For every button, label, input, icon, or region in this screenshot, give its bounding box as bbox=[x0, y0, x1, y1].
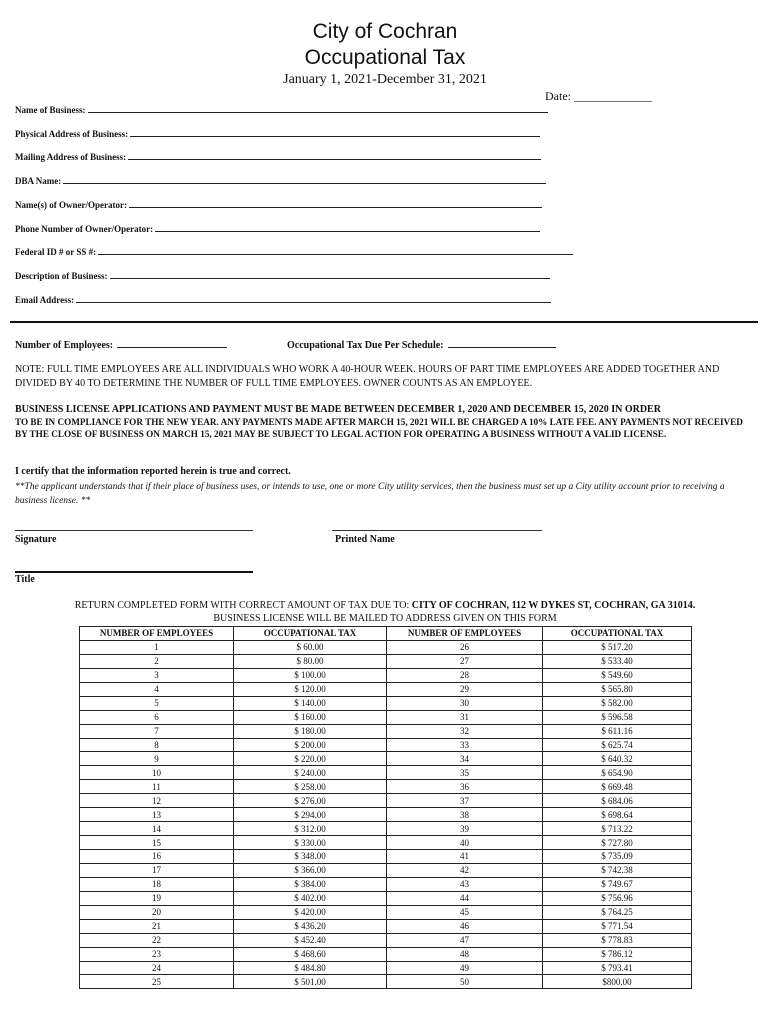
table-cell: $ 778.83 bbox=[543, 933, 692, 947]
table-cell: 19 bbox=[80, 891, 234, 905]
printed-name-label: Printed Name bbox=[335, 534, 395, 545]
table-cell: 25 bbox=[80, 975, 234, 989]
number-of-employees-field[interactable] bbox=[15, 339, 227, 351]
table-cell: $ 348.00 bbox=[234, 850, 387, 864]
table-cell: $ 756.96 bbox=[543, 891, 692, 905]
table-cell: $ 669.48 bbox=[543, 780, 692, 794]
table-cell: 45 bbox=[387, 905, 543, 919]
table-cell: 10 bbox=[80, 766, 234, 780]
table-cell: $ 596.58 bbox=[543, 710, 692, 724]
table-cell: $ 220.00 bbox=[234, 752, 387, 766]
mailing-address-field[interactable] bbox=[15, 151, 541, 162]
table-cell: 4 bbox=[80, 682, 234, 696]
table-row bbox=[80, 752, 692, 766]
tax-period: January 1, 2021-December 31, 2021 bbox=[283, 72, 487, 87]
table-cell: $ 735.09 bbox=[543, 850, 692, 864]
table-cell: 5 bbox=[80, 696, 234, 710]
table-row bbox=[80, 640, 692, 654]
table-cell: 20 bbox=[80, 905, 234, 919]
table-cell: $ 742.38 bbox=[543, 863, 692, 877]
table-cell: $ 698.64 bbox=[543, 808, 692, 822]
table-cell: $ 240.00 bbox=[234, 766, 387, 780]
mailing-notice: BUSINESS LICENSE WILL BE MAILED TO ADDRESS GIVEN ON THIS FORM bbox=[213, 613, 557, 624]
table-row bbox=[80, 780, 692, 794]
table-cell: 27 bbox=[387, 654, 543, 668]
table-row bbox=[80, 836, 692, 850]
table-cell: $ 420.00 bbox=[234, 905, 387, 919]
field-label: Name(s) of Owner/Operator: bbox=[15, 200, 127, 210]
table-cell: 47 bbox=[387, 933, 543, 947]
table-row bbox=[80, 919, 692, 933]
date-field[interactable]: Date: _____________ bbox=[545, 89, 652, 103]
column-header: OCCUPATIONAL TAX bbox=[234, 627, 387, 641]
table-cell: $ 294.00 bbox=[234, 808, 387, 822]
table-cell: $ 384.00 bbox=[234, 877, 387, 891]
license-notice-line1: BUSINESS LICENSE APPLICATIONS AND PAYMENT MUST BE MADE BETWEEN DECEMBER 1, 2020 AND DECEMBER 15, 2020 IN ORDER bbox=[15, 404, 661, 415]
table-cell: 24 bbox=[80, 961, 234, 975]
table-cell: $ 120.00 bbox=[234, 682, 387, 696]
table-cell: $ 533.40 bbox=[543, 654, 692, 668]
table-cell: $ 582.00 bbox=[543, 696, 692, 710]
city-title: City of Cochran bbox=[312, 20, 458, 43]
table-row bbox=[80, 794, 692, 808]
table-cell: 48 bbox=[387, 947, 543, 961]
table-cell: $ 312.00 bbox=[234, 822, 387, 836]
table-cell: 44 bbox=[387, 891, 543, 905]
table-row bbox=[80, 724, 692, 738]
table-cell: 7 bbox=[80, 724, 234, 738]
table-cell: 8 bbox=[80, 738, 234, 752]
field-label: Name of Business: bbox=[15, 105, 86, 115]
table-cell: 23 bbox=[80, 947, 234, 961]
table-cell: 37 bbox=[387, 794, 543, 808]
tax-due-field[interactable] bbox=[287, 339, 556, 351]
table-row bbox=[80, 863, 692, 877]
table-row bbox=[80, 891, 692, 905]
table-cell: $ 60.00 bbox=[234, 640, 387, 654]
employee-note: NOTE: FULL TIME EMPLOYEES ARE ALL INDIVIDUALS WHO WORK A 40-HOUR WEEK. HOURS OF PART TIME EMPLOYEES ARE ADDED TOGETHER AND DIVIDED BY 40 TO DETERMINE THE NUMBER OF FULL TIME EMPLOYEES. OWNER COUNTS AS AN EMPLOYEE. bbox=[15, 364, 720, 389]
email-address-field[interactable] bbox=[15, 294, 551, 305]
table-cell: $ 402.00 bbox=[234, 891, 387, 905]
table-row bbox=[80, 766, 692, 780]
table-cell: $ 200.00 bbox=[234, 738, 387, 752]
field-label: Physical Address of Business: bbox=[15, 129, 129, 139]
table-cell: $ 625.74 bbox=[543, 738, 692, 752]
table-cell: 13 bbox=[80, 808, 234, 822]
tax-table-body bbox=[80, 640, 692, 988]
table-cell: $ 786.12 bbox=[543, 947, 692, 961]
table-cell: $ 160.00 bbox=[234, 710, 387, 724]
table-cell: 11 bbox=[80, 780, 234, 794]
table-cell: $ 727.80 bbox=[543, 836, 692, 850]
table-row bbox=[80, 877, 692, 891]
table-cell: 22 bbox=[80, 933, 234, 947]
table-cell: 35 bbox=[387, 766, 543, 780]
table-cell: 18 bbox=[80, 877, 234, 891]
applicant-note: **The applicant understands that if their place of business uses, or intends to use, one or more City utility services, then the business must set up a City utility account prior to receiving a business license. ** bbox=[15, 482, 725, 506]
table-cell: $ 684.06 bbox=[543, 794, 692, 808]
table-cell: 6 bbox=[80, 710, 234, 724]
table-cell: 41 bbox=[387, 850, 543, 864]
field-label: Federal ID # or SS #: bbox=[15, 247, 97, 257]
field-label: Mailing Address of Business: bbox=[15, 152, 127, 162]
table-cell: $ 180.00 bbox=[234, 724, 387, 738]
field-line[interactable] bbox=[155, 223, 540, 232]
table-cell: 21 bbox=[80, 919, 234, 933]
table-cell: 32 bbox=[387, 724, 543, 738]
table-row bbox=[80, 933, 692, 947]
tax-schedule-table bbox=[79, 626, 692, 989]
table-cell: $ 330.00 bbox=[234, 836, 387, 850]
table-cell: 43 bbox=[387, 877, 543, 891]
form-title: Occupational Tax bbox=[304, 46, 466, 69]
table-row bbox=[80, 850, 692, 864]
table-cell: $ 749.67 bbox=[543, 877, 692, 891]
table-cell: $ 366.00 bbox=[234, 863, 387, 877]
table-cell: 50 bbox=[387, 975, 543, 989]
certify-statement: I certify that the information reported herein is true and correct. bbox=[15, 466, 291, 477]
table-cell: 33 bbox=[387, 738, 543, 752]
name-of-business-field[interactable] bbox=[15, 104, 548, 115]
table-cell: $ 771.54 bbox=[543, 919, 692, 933]
table-cell: 31 bbox=[387, 710, 543, 724]
field-line[interactable] bbox=[128, 151, 541, 160]
column-header: OCCUPATIONAL TAX bbox=[543, 627, 692, 641]
table-cell: 42 bbox=[387, 863, 543, 877]
table-row bbox=[80, 947, 692, 961]
table-cell: 29 bbox=[387, 682, 543, 696]
table-cell: $ 100.00 bbox=[234, 668, 387, 682]
table-cell: 38 bbox=[387, 808, 543, 822]
license-notice-rest: TO BE IN COMPLIANCE FOR THE NEW YEAR. ANY PAYMENTS MADE AFTER MARCH 15, 2021 WILL BE CHARGED A 10% LATE FEE. ANY PAYMENTS NOT RECEIVED BY THE CLOSE OF BUSINESS ON MARCH 15, 2021 MAY BE SUBJECT TO LEGAL ACTION FOR OPERATING A BUSINESS WITHOUT A VALID LICENSE. bbox=[15, 417, 743, 439]
dba-name-field[interactable] bbox=[15, 175, 546, 186]
table-cell: $ 640.32 bbox=[543, 752, 692, 766]
table-cell: $ 276.00 bbox=[234, 794, 387, 808]
table-cell: $ 501.00 bbox=[234, 975, 387, 989]
field-line[interactable] bbox=[130, 128, 540, 137]
table-cell: 17 bbox=[80, 863, 234, 877]
signature-label: Signature bbox=[15, 534, 57, 545]
return-instructions bbox=[0, 599, 770, 625]
return-address: CITY OF COCHRAN, 112 W DYKES ST, COCHRAN, GA 31014. bbox=[411, 600, 696, 611]
table-cell: $ 565.80 bbox=[543, 682, 692, 696]
field-line[interactable] bbox=[76, 294, 551, 303]
table-cell: 12 bbox=[80, 794, 234, 808]
table-cell: 30 bbox=[387, 696, 543, 710]
table-row bbox=[80, 710, 692, 724]
field-line[interactable] bbox=[98, 246, 573, 255]
table-cell: $ 549.60 bbox=[543, 668, 692, 682]
return-prefix: RETURN COMPLETED FORM WITH CORRECT AMOUNT OF TAX DUE TO: bbox=[74, 600, 412, 611]
field-label: Phone Number of Owner/Operator: bbox=[15, 224, 154, 234]
table-cell: 2 bbox=[80, 654, 234, 668]
table-row bbox=[80, 654, 692, 668]
field-line[interactable] bbox=[88, 104, 548, 113]
table-cell: $ 80.00 bbox=[234, 654, 387, 668]
table-row bbox=[80, 682, 692, 696]
table-cell: 28 bbox=[387, 668, 543, 682]
table-cell: $ 484.80 bbox=[234, 961, 387, 975]
field-label: Description of Business: bbox=[15, 271, 108, 281]
table-cell: $ 654.90 bbox=[543, 766, 692, 780]
table-cell: 39 bbox=[387, 822, 543, 836]
physical-address-field[interactable] bbox=[15, 128, 540, 139]
table-cell: 49 bbox=[387, 961, 543, 975]
tax-due-line[interactable] bbox=[448, 339, 556, 348]
table-cell: 26 bbox=[387, 640, 543, 654]
table-cell: 36 bbox=[387, 780, 543, 794]
table-cell: 46 bbox=[387, 919, 543, 933]
business-description-field[interactable] bbox=[15, 270, 550, 281]
table-cell: 15 bbox=[80, 836, 234, 850]
table-row bbox=[80, 696, 692, 710]
section-divider bbox=[10, 321, 758, 323]
table-row bbox=[80, 975, 692, 989]
table-row bbox=[80, 822, 692, 836]
table-cell: 3 bbox=[80, 668, 234, 682]
table-cell: $ 517.20 bbox=[543, 640, 692, 654]
table-cell: 14 bbox=[80, 822, 234, 836]
printed-name-line[interactable] bbox=[332, 530, 542, 531]
table-cell: 40 bbox=[387, 836, 543, 850]
owner-phone-field[interactable] bbox=[15, 223, 540, 234]
table-cell: 9 bbox=[80, 752, 234, 766]
table-cell: $ 436.20 bbox=[234, 919, 387, 933]
column-header: NUMBER OF EMPLOYEES bbox=[80, 627, 234, 641]
table-row bbox=[80, 905, 692, 919]
business-license-notice bbox=[15, 404, 757, 440]
signature-line[interactable] bbox=[15, 530, 253, 531]
title-label: Title bbox=[15, 574, 35, 585]
federal-id-field[interactable] bbox=[15, 246, 573, 257]
table-row bbox=[80, 808, 692, 822]
table-cell: 34 bbox=[387, 752, 543, 766]
table-cell: $ 140.00 bbox=[234, 696, 387, 710]
table-row bbox=[80, 668, 692, 682]
table-header-row bbox=[80, 627, 692, 641]
column-header: NUMBER OF EMPLOYEES bbox=[387, 627, 543, 641]
table-cell: $ 713.22 bbox=[543, 822, 692, 836]
owner-operator-field[interactable] bbox=[15, 199, 542, 210]
table-cell: $ 468.60 bbox=[234, 947, 387, 961]
table-cell: 1 bbox=[80, 640, 234, 654]
employees-label: Number of Employees: bbox=[15, 340, 114, 351]
table-cell: $ 611.16 bbox=[543, 724, 692, 738]
tax-due-label: Occupational Tax Due Per Schedule: bbox=[287, 340, 444, 351]
field-line[interactable] bbox=[110, 270, 550, 279]
title-line[interactable] bbox=[15, 571, 253, 573]
employees-line[interactable] bbox=[117, 339, 227, 348]
table-cell: 16 bbox=[80, 850, 234, 864]
field-label: DBA Name: bbox=[15, 176, 62, 186]
table-cell: $ 452.40 bbox=[234, 933, 387, 947]
table-cell: $800.00 bbox=[543, 975, 692, 989]
table-row bbox=[80, 738, 692, 752]
table-cell: $ 764.25 bbox=[543, 905, 692, 919]
field-label: Email Address: bbox=[15, 295, 75, 305]
table-cell: $ 793.41 bbox=[543, 961, 692, 975]
table-cell: $ 258.00 bbox=[234, 780, 387, 794]
field-line[interactable] bbox=[63, 175, 546, 184]
table-row bbox=[80, 961, 692, 975]
field-line[interactable] bbox=[129, 199, 542, 208]
